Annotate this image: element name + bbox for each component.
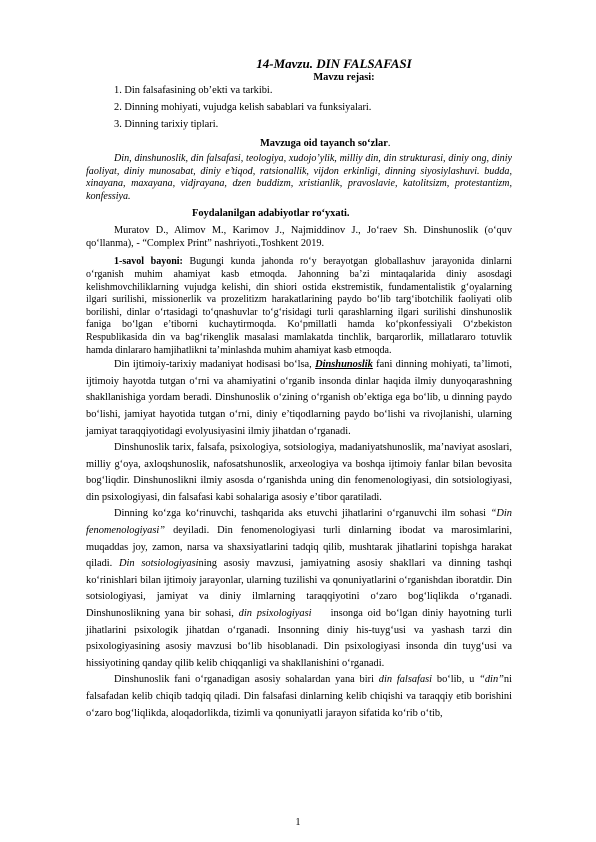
question-1-paragraph: 1-savol bayoni: Bugungi kunda jahonda ro‘y berayotgan globallashuv jarayonida dinlarni o‘rganish muhim ahamiyat kasb etmoqda. Jahonning ba’zi mintaqalarida diniy asosdagi kelishmovchiliklarning vujudga kelishi, din shiori ostida ekstremistik, fundamentalistik g‘oyalarning ilgari surilishi, missionerlik va prozelitizm harakatlarining paydo bo‘lib targ‘ibotchilik faoliyati olib borilishi, dinlar o‘rtasidagi to‘qnashuvlar to‘g‘risidagi turli qarashlarning ilgari surilishi dinshunoslik faniga bo‘lgan e’tiborni kuchaytirmoqda. Ko‘pmillatli hamda ko‘pkonfessiyali O‘zbekiston Respublikasida din va bag‘rikenglik masalasi mamlakatda tinchlik, barqarorlik, millatlararo totuvlik hamda dinlararo hamjihatlikni ta’minlashda muhim ahamiyat kasb etmoqda. <box>86 256 512 356</box>
term-din-falsafasi: din falsafasi <box>378 674 433 686</box>
plan-list <box>114 84 512 131</box>
term-din-psixologiyasi: din psixologiyasi <box>238 608 312 620</box>
keywords-heading: Mavzuga oid tayanch so‘zlar. <box>260 138 391 149</box>
paragraph-dinshunoslik: Din ijtimoiy-tarixiy madaniyat hodisasi bo‘lsa, Dinshunoslik fani dinning mohiyati, ta’limoti, ijtimoiy hayotda tutgan o‘rni va ahamiyatini o‘rganib insonda dinlar haqida ilmiy dunyoqarashning shakllanishiga yordam beradi. Dinshunoslik o‘zining o‘rganish ob’ektiga ega bo‘lib, u dinning paydo bo‘lishi, jamiyat hayotida tutgan o‘rni, diniy e’tiqodlarning paydo bo‘lishi va rivojlanishi, ularning jamiyat taraqqiyotidagi evolyusiyasini ilmiy jihatdan o‘rganadi. <box>86 359 512 437</box>
page-title: 14-Mavzu. DIN FALSAFASI <box>256 56 412 71</box>
keywords-text: Din, dinshunoslik, din falsafasi, teologiya, xudojo’ylik, milliy din, din strukturasi, diniy ong, diniy faoliyat, diniy munosabat, diniy e’tiqod, ratsionallik, vijdon erkinligi, dinning siyosiylashuvi. budda, xinayana, maxayana, vidjrayana, dzen buddizm, xristianlik, pravoslavie, katolitsizm, protestantizm, konfessiya. <box>86 153 512 202</box>
term-din-sotsiologiyasi: Din sotsiologiyasi <box>119 558 199 570</box>
paragraph-related-fields: Dinshunoslik tarix, falsafa, psixologiya, sotsiologiya, madaniyatshunoslik, ma’naviyat asoslari, milliy g‘oya, axloqshunoslik, nafosatshunoslik, arxeologiya va boshqa ijtimoiy fanlar bilan bevosita bog‘liqdir. Dinshunoslikni ilmiy asosda o‘rganishda uning din fenomenologiyasi, din sotsiologiyasi, din psixologiyasi, din falsafasi kabi sohalariga asosiy e’tibor qaratiladi. <box>86 442 512 503</box>
document-page <box>86 56 515 722</box>
page-number: 1 <box>295 817 301 828</box>
plan-item: 1. Din falsafasining ob’ekti va tarkibi. <box>114 85 273 96</box>
paragraph-din-falsafasi: Dinshunoslik fani o‘rganadigan asosiy sohalardan yana biri din falsafasi bo‘lib, u “din”ni falsafadan kelib chiqib tadqiq qiladi. Din falsafasi dinlarning kelib chiqishi va taraqqiy etib borishini o‘zaro bog‘liqlikda, aloqadorlikda, tizimli va qonuniyatli jarayon sifatida ko‘rib o‘tib, <box>86 674 513 719</box>
term-din: “din” <box>479 674 504 686</box>
plan-heading: Mavzu rejasi: <box>313 72 375 83</box>
term-din-fenomenologiyasi: “Din fenomenologiyasi” <box>86 508 512 537</box>
paragraph-fenomenology: Dinning ko‘zga ko‘rinuvchi, tashqarida aks etuvchi jihatlarini o‘rganuvchi ilm sohasi “Din fenomenologiyasi” deyiladi. Din fenomenologiyasi turli dinlarning ibodat va marosimlarini, muqaddas joy, zamon, narsa va shaxsiyatlarini tadqiq qilib, mushtarak jihatlarini topishga harakat qiladi. Din sotsiologiyasining asosiy mavzusi, jamiyatning asosiy shakllari va dinning tashqi ko‘rinishlari bilan ijtimoiy jarayonlar, ularning tuzilishi va qonuniyatlarini o‘rganishdan iboratdir. Din sotsiologiyasi, jamiyat va diniy ilmlarning taraqqiyotini o‘zaro bog‘liqlikda o‘rganadi. Dinshunoslikning yana bir sohasi, din psixologiyasi insonga oid bo‘lgan diniy hayotning turli jihatlarini psixologik jihatdan o‘rganadi. Insonning diniy his-tuyg‘usi va yashash tarzi din psixologiyasining asosiy mavzusi bo‘lib hisoblanadi. Din psixologiyasi insonda din tuyg‘usi va hissiyotining qanday qilib kelib chiqqanligi va shakllanishini o‘rganadi. <box>86 508 515 669</box>
term-dinshunoslik: Dinshunoslik <box>315 359 373 371</box>
literature-heading: Foydalanilgan adabiyotlar ro‘yxati. <box>192 208 350 220</box>
plan-item: 3. Dinning tarixiy tiplari. <box>114 119 219 130</box>
literature-text: Muratov D., Alimov M., Karimov J., Najmiddinov J., Jo‘raev Sh. Dinshunoslik (o‘quv qo‘llanma), - “Complex Print” nashriyoti.,Toshkent 2019. <box>86 225 512 250</box>
plan-item: 2. Dinning mohiyati, vujudga kelish sabablari va funksiyalari. <box>114 102 372 113</box>
question-1-label: 1-savol bayoni: <box>114 256 183 268</box>
